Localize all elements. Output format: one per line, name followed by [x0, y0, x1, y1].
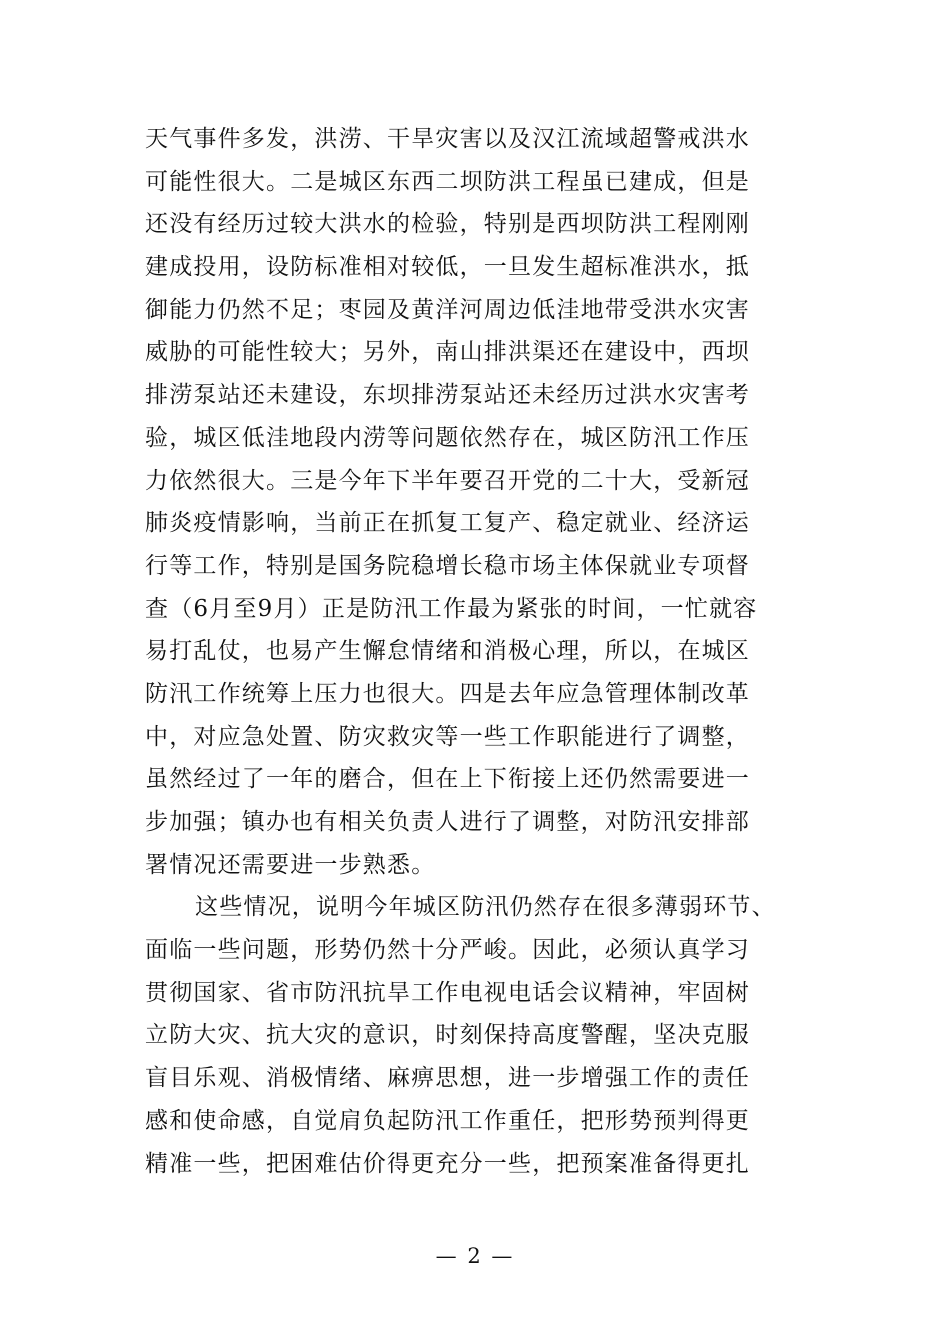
text-line: 天气事件多发，洪涝、干旱灾害以及汉江流域超警戒洪水	[145, 126, 750, 152]
text-line: 步加强；镇办也有相关负责人进行了调整，对防汛安排部	[145, 809, 750, 835]
text-line: 易打乱仗，也易产生懈怠情绪和消极心理，所以，在城区	[145, 638, 750, 665]
text-line: 署情况还需要进一步熟悉。	[145, 851, 436, 878]
text-line: 贯彻国家、省市防汛抗旱工作电视电话会议精神，牢固树	[145, 979, 750, 1006]
text-line: 排涝泵站还未建设，东坝排涝泵站还未经历过洪水灾害考	[145, 382, 750, 409]
text-line: 查（6月至9月）正是防汛工作最为紧张的时间，一忙就容	[145, 595, 758, 622]
text-line: 御能力仍然不足；枣园及黄洋河周边低洼地带受洪水灾害	[145, 296, 750, 323]
text-line: 可能性很大。二是城区东西二坝防洪工程虽已建成，但是	[145, 168, 750, 195]
text-line: 面临一些问题，形势仍然十分严峻。因此，必须认真学习	[145, 937, 750, 964]
text-line: 验，城区低洼地段内涝等问题依然存在，城区防汛工作压	[145, 424, 750, 451]
paragraph-start-line: 这些情况，说明今年城区防汛仍然存在很多薄弱环节、	[195, 894, 776, 921]
text-line: 盲目乐观、消极情绪、麻痹思想，进一步增强工作的责任	[145, 1065, 750, 1092]
text-line: 虽然经过了一年的磨合，但在上下衔接上还仍然需要进一	[145, 766, 750, 793]
text-line: 防汛工作统筹上压力也很大。四是去年应急管理体制改革	[145, 680, 750, 707]
text-line: 威胁的可能性较大；另外，南山排洪渠还在建设中，西坝	[145, 339, 750, 366]
body-text	[145, 118, 825, 1185]
text-line: 还没有经历过较大洪水的检验，特别是西坝防洪工程刚刚	[145, 211, 750, 238]
text-line: 中，对应急处置、防灾救灾等一些工作职能进行了调整，	[145, 723, 750, 750]
text-line: 力依然很大。三是今年下半年要召开党的二十大，受新冠	[145, 467, 750, 494]
page-number: — 2 —	[435, 1244, 515, 1268]
text-line: 行等工作，特别是国务院稳增长稳市场主体保就业专项督	[145, 552, 750, 579]
text-line: 立防大灾、抗大灾的意识，时刻保持高度警醒，坚决克服	[145, 1022, 750, 1049]
text-line: 精准一些，把困难估价得更充分一些，把预案准备得更扎	[145, 1150, 750, 1177]
text-line: 肺炎疫情影响，当前正在抓复工复产、稳定就业、经济运	[145, 510, 750, 537]
text-line: 感和使命感，自觉肩负起防汛工作重任，把形势预判得更	[145, 1107, 750, 1134]
text-line: 建成投用，设防标准相对较低，一旦发生超标准洪水，抵	[145, 254, 750, 281]
